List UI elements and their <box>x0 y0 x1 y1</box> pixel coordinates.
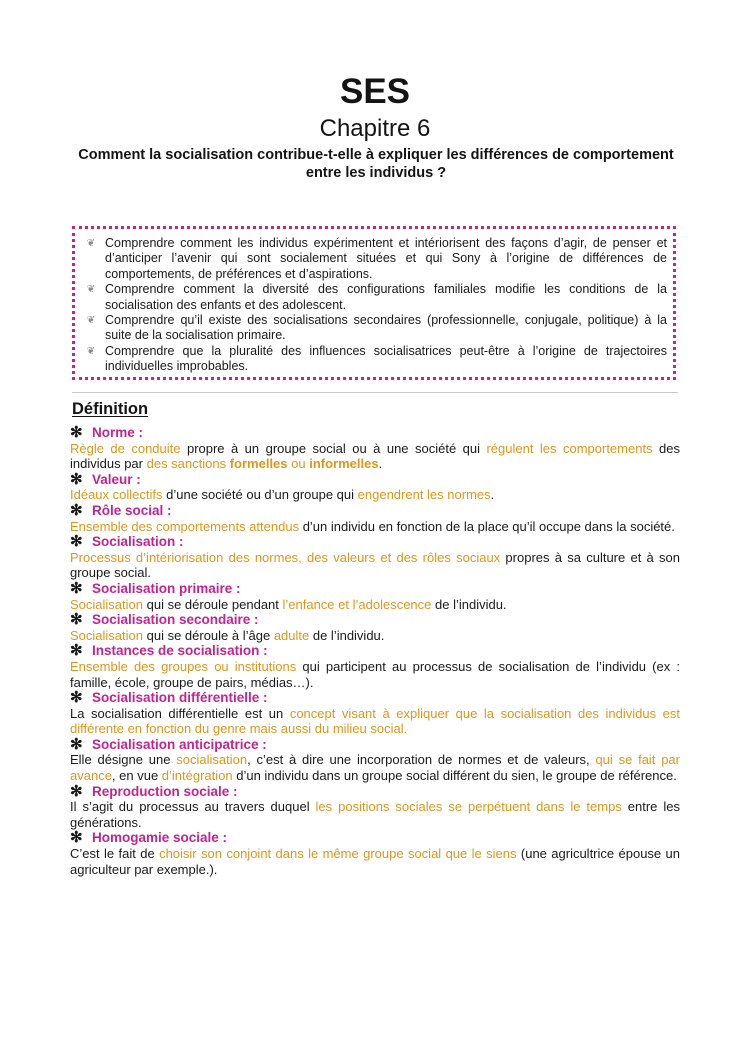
definition-fragment: . <box>378 456 383 472</box>
highlighted-text: Processus d’intériorisation des normes, des valeurs et des rôles sociaux <box>70 549 501 565</box>
definition-fragment: Elle désigne une <box>70 752 177 768</box>
asterisk-icon: ✻ <box>70 642 83 660</box>
definition-fragment: C’est le fait de <box>70 846 160 862</box>
definition-term <box>70 425 680 441</box>
highlighted-text: d’intégration <box>161 768 233 784</box>
asterisk-icon: ✻ <box>70 501 83 519</box>
definition-text <box>70 659 680 690</box>
definition-term-label: Socialisation primaire : <box>92 580 241 596</box>
highlighted-text: l’enfance et l’adolescence <box>282 596 432 612</box>
asterisk-icon: ✻ <box>70 424 83 441</box>
definition-term <box>70 534 680 550</box>
objective-item <box>85 236 667 282</box>
definition-text <box>70 752 680 783</box>
objectives-box <box>72 226 676 380</box>
highlighted-text: adulte <box>273 627 310 643</box>
highlighted-text: régulent les comportements <box>486 440 653 456</box>
page-title: SES <box>339 72 411 111</box>
definition-fragment: qui participent au processus de socialisation de l’individu (ex : famille, école, groupe de pairs, médias…). <box>70 658 680 690</box>
highlighted-text: des sanctions <box>146 456 230 472</box>
leaf-bullet-icon: ❦ <box>86 345 96 357</box>
highlighted-text: Ensemble des comportements attendus <box>70 518 300 534</box>
asterisk-icon: ✻ <box>70 829 83 847</box>
definition-fragment: , en vue <box>111 768 162 784</box>
definition-fragment: La socialisation différentielle est un <box>70 705 290 721</box>
leaf-bullet-icon: ❦ <box>86 315 96 327</box>
definition-term-label: Norme : <box>92 425 144 440</box>
definition-term-label: Rôle social : <box>92 502 172 518</box>
objective-text: Comprendre comment la diversité des configurations familiales modifie les conditions de la socialisation des enfants et des adolescent. <box>105 282 667 312</box>
definition-text <box>70 519 680 535</box>
definition-fragment: , c’est à dire une incorporation de normes et de valeurs, <box>247 752 596 768</box>
definition-text <box>70 441 680 472</box>
definition-text <box>70 706 680 737</box>
chapter-title: Chapitre 6 <box>319 115 431 142</box>
asterisk-icon: ✻ <box>70 533 83 551</box>
definition-term-label: Homogamie sociale : <box>92 830 228 846</box>
definition-fragment: des individus par <box>70 440 680 472</box>
asterisk-icon: ✻ <box>70 470 83 488</box>
definition-text <box>70 550 680 581</box>
definition-term <box>70 737 680 753</box>
definition-text <box>70 846 680 877</box>
chapter-question: Comment la socialisation contribue-t-elle à expliquer les différences de comportement entre les individus ? <box>78 147 674 181</box>
definition-fragment: entre les générations. <box>70 799 680 830</box>
definition-term-label: Reproduction sociale : <box>92 783 238 799</box>
asterisk-icon: ✻ <box>70 579 83 597</box>
definition-term-label: Socialisation secondaire : <box>92 612 259 628</box>
definition-fragment: . <box>490 487 495 503</box>
leaf-bullet-icon: ❦ <box>86 238 96 249</box>
highlighted-text: socialisation <box>176 752 248 768</box>
highlighted-text: concept visant à expliquer que la socialisation des individus est différente en fonction du genre mais aussi du milieu social. <box>70 705 680 737</box>
objective-text: Comprendre que la pluralité des influences socialisatrices peut-être à l’origine de trajectoires individuelles improbables. <box>105 343 667 374</box>
definition-fragment: de l’individu. <box>431 596 507 612</box>
asterisk-icon: ✻ <box>70 689 83 707</box>
objective-item <box>85 313 667 344</box>
definition-term <box>70 472 680 488</box>
leaf-bullet-icon: ❦ <box>86 284 96 296</box>
objective-text: Comprendre qu’il existe des socialisations secondaires (professionnelle, conjugale, politique) à la suite de la socialisation primaire. <box>105 313 667 343</box>
asterisk-icon: ✻ <box>70 735 83 753</box>
definition-text <box>70 799 680 830</box>
definition-text <box>70 487 680 503</box>
definition-term <box>70 643 680 659</box>
definition-term <box>70 690 680 706</box>
objective-item <box>85 282 667 313</box>
definition-fragment: qui se déroule à l’âge <box>143 627 274 643</box>
objectives-list <box>85 236 667 375</box>
definition-term-label: Socialisation : <box>92 534 184 550</box>
objective-item <box>85 344 667 375</box>
definition-fragment: (une agricultrice épouse un agriculteur par exemple.). <box>70 846 681 877</box>
highlighted-text: ou <box>287 456 310 472</box>
definition-term-label: Socialisation différentielle : <box>92 690 268 706</box>
definition-term <box>70 612 680 628</box>
definition-term <box>70 784 680 800</box>
highlighted-text: Règle de conduite <box>70 440 181 456</box>
highlighted-text: formelles <box>229 456 288 472</box>
highlighted-text: Socialisation <box>70 596 143 612</box>
highlighted-text: informelles <box>309 456 379 472</box>
highlighted-text: Idéaux collectifs <box>70 487 163 503</box>
definition-text <box>70 628 680 644</box>
definition-fragment: d’une société ou d’un groupe qui <box>162 487 358 503</box>
definition-fragment: propre à un groupe social ou à une société qui <box>180 440 487 456</box>
section-divider <box>72 392 678 393</box>
definition-fragment: Il s’agit du processus au travers duquel <box>70 799 316 815</box>
highlighted-text: qui se fait par avance <box>70 752 680 784</box>
asterisk-icon: ✻ <box>70 782 83 800</box>
highlighted-text: choisir son conjoint dans le même groupe social que le siens <box>159 846 517 862</box>
highlighted-text: les positions sociales se perpétuent dans le temps <box>315 799 622 815</box>
definition-fragment: de l’individu. <box>309 627 385 643</box>
definition-term-label: Valeur : <box>92 471 141 487</box>
objective-text: Comprendre comment les individus expérimentent et intériorisent des façons d’agir, de penser et d’anticiper l’avenir qui sont socialement situées et qui Sony à l’origine de différences de comportements, de préférences et d’aspirations. <box>105 236 667 281</box>
definition-term <box>70 503 680 519</box>
definitions-heading: Définition <box>72 400 149 418</box>
definition-term <box>70 581 680 597</box>
definition-term-label: Socialisation anticipatrice : <box>92 736 267 752</box>
definition-fragment: propres à sa culture et à son groupe social. <box>70 549 680 581</box>
definition-text <box>70 597 680 613</box>
highlighted-text: Ensemble des groupes ou institutions <box>70 658 297 674</box>
definitions-list <box>70 425 680 877</box>
definition-fragment: d’un individu en fonction de la place qu’il occupe dans la société. <box>299 518 675 534</box>
definition-fragment: d’un individu dans un groupe social différent du sien, le groupe de référence. <box>232 768 677 784</box>
definition-fragment: qui se déroule pendant <box>143 596 283 612</box>
highlighted-text: engendrent les normes <box>357 487 491 503</box>
definition-term <box>70 830 680 846</box>
highlighted-text: Socialisation <box>70 627 143 643</box>
asterisk-icon: ✻ <box>70 611 83 629</box>
definition-term-label: Instances de socialisation : <box>92 643 268 659</box>
